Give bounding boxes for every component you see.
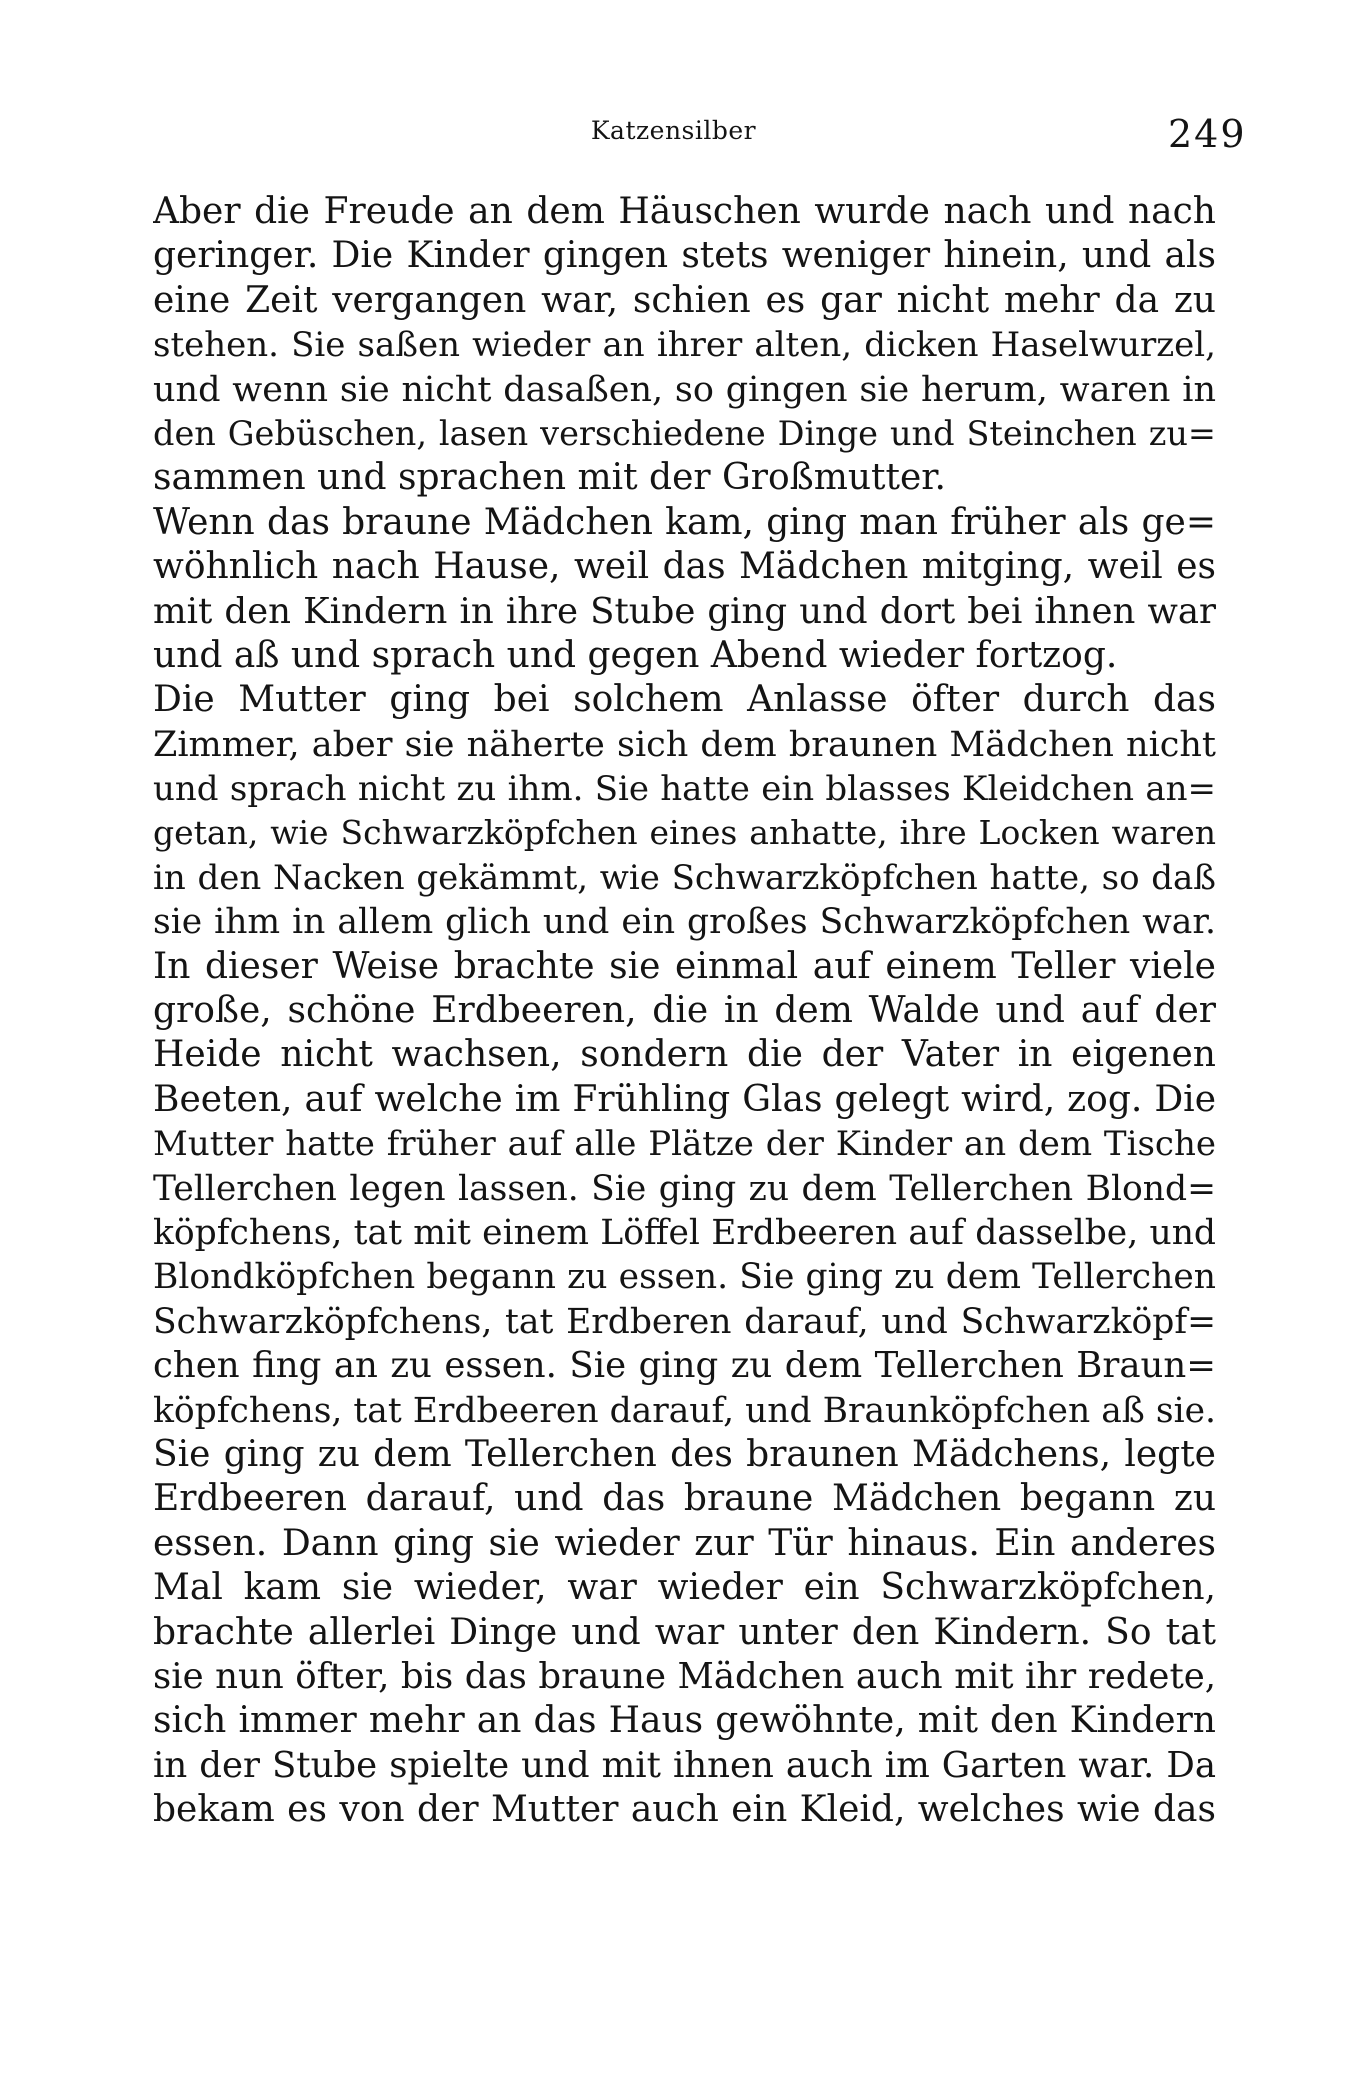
text-line: brachte allerlei Dinge und war unter den Kindern. So tat [153, 1611, 1216, 1653]
text-line: getan, wie Schwarzköpfchen eines anhatte, ihre Locken waren [153, 813, 1216, 853]
text-line: Mal kam sie wieder, war wieder ein Schwarzköpfchen, [153, 1567, 1216, 1609]
page-number: 249 [1168, 112, 1247, 156]
text-line: Beeten, auf welche im Frühling Glas gelegt wird, zog. Die [153, 1078, 1216, 1120]
text-line: und aß und sprach und gegen Abend wieder fortzog. [153, 634, 1118, 676]
text-line: Zimmer, aber sie näherte sich dem braunen Mädchen nicht [153, 724, 1216, 765]
text-line: köpfchens, tat Erdbeeren darauf, und Braunköpfchen aß sie. [153, 1390, 1216, 1431]
text-line: Blondköpfchen begann zu essen. Sie ging zu dem Tellerchen [153, 1257, 1216, 1298]
text-line: in der Stube spielte und mit ihnen auch im Garten war. Da [153, 1744, 1216, 1786]
text-line: Wenn das braune Mädchen kam, ging man früher als ge= [153, 501, 1216, 543]
text-line: und wenn sie nicht dasaßen, so gingen sie herum, waren in [153, 369, 1216, 410]
text-line: geringer. Die Kinder gingen stets weniger hinein, und als [153, 235, 1216, 277]
text-line: Erdbeeren darauf, und das braune Mädchen begann zu [153, 1478, 1216, 1520]
text-line: wöhnlich nach Hause, weil das Mädchen mitging, weil es [153, 546, 1216, 588]
text-line: bekam es von der Mutter auch ein Kleid, welches wie das [153, 1789, 1216, 1831]
text-line: eine Zeit vergangen war, schien es gar nicht mehr da zu [153, 279, 1216, 321]
body-text [153, 190, 1216, 1832]
text-line: Die Mutter ging bei solchem Anlasse öfter durch das [153, 679, 1216, 721]
text-line: Aber die Freude an dem Häuschen wurde nach und nach [153, 191, 1216, 232]
text-line: Heide nicht wachsen, sondern die der Vater in eigenen [153, 1034, 1216, 1076]
text-line: in den Nacken gekämmt, wie Schwarzköpfchen hatte, so daß [153, 857, 1216, 898]
text-line: mit den Kindern in ihre Stube ging und dort bei ihnen war [153, 590, 1216, 632]
text-line: Tellerchen legen lassen. Sie ging zu dem Tellerchen Blond= [153, 1168, 1216, 1209]
text-line: sich immer mehr an das Haus gewöhnte, mit den Kindern [153, 1700, 1216, 1742]
text-line: Schwarzköpfchens, tat Erdberen darauf, und Schwarzköpf= [153, 1301, 1216, 1342]
text-line: sie nun öfter, bis das braune Mädchen auch mit ihr redete, [153, 1655, 1216, 1697]
text-line: und sprach nicht zu ihm. Sie hatte ein blasses Kleidchen an= [153, 769, 1216, 810]
text-line: essen. Dann ging sie wieder zur Tür hinaus. Ein anderes [153, 1522, 1216, 1564]
text-line: köpfchens, tat mit einem Löffel Erdbeeren auf dasselbe, und [153, 1212, 1216, 1253]
text-line: stehen. Sie saßen wieder an ihrer alten, dicken Haselwurzel, [153, 325, 1216, 366]
text-line: Sie ging zu dem Tellerchen des braunen Mädchens, legte [153, 1433, 1216, 1475]
text-line: sie ihm in allem glich und ein großes Schwarzköpfchen war. [153, 902, 1216, 943]
text-line: sammen und sprachen mit der Großmutter. [153, 457, 946, 499]
running-title: Katzensilber [590, 116, 757, 145]
text-line: den Gebüschen, lasen verschiedene Dinge und Steinchen zu= [153, 413, 1216, 453]
text-line: große, schöne Erdbeeren, die in dem Walde und auf der [153, 990, 1216, 1032]
text-line: chen fing an zu essen. Sie ging zu dem Tellerchen Braun= [153, 1345, 1216, 1387]
text-line: Mutter hatte früher auf alle Plätze der Kinder an dem Tische [153, 1124, 1216, 1165]
text-line: In dieser Weise brachte sie einmal auf einem Teller viele [153, 945, 1216, 987]
